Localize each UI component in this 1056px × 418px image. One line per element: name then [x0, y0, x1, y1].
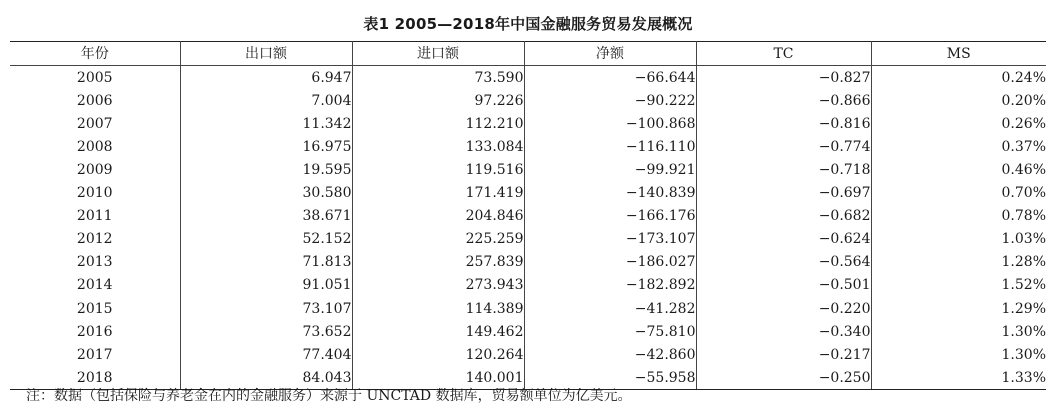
- cell-import: 119.516: [352, 158, 524, 181]
- cell-year: 2006: [10, 89, 180, 112]
- cell-tc: −0.624: [696, 228, 871, 251]
- cell-import: 171.419: [352, 182, 524, 205]
- cell-net: −100.868: [524, 112, 696, 135]
- cell-year: 2011: [10, 205, 180, 228]
- table-row: [10, 228, 1046, 251]
- cell-tc: −0.827: [696, 66, 871, 90]
- cell-tc: −0.718: [696, 158, 871, 181]
- cell-net: −41.282: [524, 297, 696, 320]
- cell-import: 114.389: [352, 297, 524, 320]
- cell-ms: 1.29%: [871, 297, 1046, 320]
- cell-year: 2013: [10, 251, 180, 274]
- table-caption: 表1 2005—2018年中国金融服务贸易发展概况: [363, 15, 693, 33]
- cell-import: 225.259: [352, 228, 524, 251]
- cell-tc: −0.564: [696, 251, 871, 274]
- column-header-export: 出口额: [180, 42, 352, 66]
- cell-import: 204.846: [352, 205, 524, 228]
- table-row: [10, 205, 1046, 228]
- cell-ms: 1.03%: [871, 228, 1046, 251]
- cell-tc: −0.697: [696, 182, 871, 205]
- cell-import: 112.210: [352, 112, 524, 135]
- table-row: [10, 320, 1046, 343]
- cell-ms: 0.78%: [871, 205, 1046, 228]
- cell-export: 6.947: [180, 66, 352, 90]
- cell-tc: −0.866: [696, 89, 871, 112]
- cell-tc: −0.220: [696, 297, 871, 320]
- cell-export: 73.652: [180, 320, 352, 343]
- cell-export: 38.671: [180, 205, 352, 228]
- table-row: [10, 343, 1046, 366]
- table-note: 注：数据（包括保险与养老金在内的金融服务）来源于 UNCTAD 数据库，贸易额单位为亿美元。: [26, 388, 632, 404]
- cell-ms: 1.30%: [871, 320, 1046, 343]
- cell-year: 2009: [10, 158, 180, 181]
- cell-ms: 1.28%: [871, 251, 1046, 274]
- cell-import: 120.264: [352, 343, 524, 366]
- cell-ms: 0.26%: [871, 112, 1046, 135]
- cell-import: 273.943: [352, 274, 524, 297]
- column-header-import: 进口额: [352, 42, 524, 66]
- cell-import: 133.084: [352, 135, 524, 158]
- table-row: [10, 297, 1046, 320]
- cell-import: 73.590: [352, 66, 524, 90]
- cell-net: −42.860: [524, 343, 696, 366]
- cell-year: 2008: [10, 135, 180, 158]
- table-row: [10, 251, 1046, 274]
- cell-export: 30.580: [180, 182, 352, 205]
- cell-net: −116.110: [524, 135, 696, 158]
- cell-tc: −0.501: [696, 274, 871, 297]
- cell-import: 149.462: [352, 320, 524, 343]
- table-row: [10, 66, 1046, 90]
- cell-ms: 0.70%: [871, 182, 1046, 205]
- cell-export: 84.043: [180, 366, 352, 390]
- cell-ms: 1.30%: [871, 343, 1046, 366]
- cell-tc: −0.250: [696, 366, 871, 390]
- cell-export: 91.051: [180, 274, 352, 297]
- cell-year: 2012: [10, 228, 180, 251]
- cell-tc: −0.774: [696, 135, 871, 158]
- cell-import: 140.001: [352, 366, 524, 390]
- cell-net: −173.107: [524, 228, 696, 251]
- cell-export: 52.152: [180, 228, 352, 251]
- table-row: [10, 135, 1046, 158]
- cell-year: 2016: [10, 320, 180, 343]
- cell-net: −75.810: [524, 320, 696, 343]
- cell-net: −140.839: [524, 182, 696, 205]
- cell-tc: −0.340: [696, 320, 871, 343]
- cell-year: 2010: [10, 182, 180, 205]
- cell-tc: −0.682: [696, 205, 871, 228]
- cell-export: 16.975: [180, 135, 352, 158]
- cell-export: 77.404: [180, 343, 352, 366]
- cell-export: 19.595: [180, 158, 352, 181]
- cell-ms: 1.33%: [871, 366, 1046, 390]
- column-header-net: 净额: [524, 42, 696, 66]
- cell-net: −182.892: [524, 274, 696, 297]
- table-row: [10, 158, 1046, 181]
- cell-year: 2014: [10, 274, 180, 297]
- cell-year: 2017: [10, 343, 180, 366]
- cell-tc: −0.816: [696, 112, 871, 135]
- cell-export: 7.004: [180, 89, 352, 112]
- cell-ms: 1.52%: [871, 274, 1046, 297]
- table-row: [10, 182, 1046, 205]
- cell-year: 2005: [10, 66, 180, 90]
- cell-ms: 0.24%: [871, 66, 1046, 90]
- column-header-year: 年份: [10, 42, 180, 66]
- cell-year: 2007: [10, 112, 180, 135]
- cell-tc: −0.217: [696, 343, 871, 366]
- cell-year: 2018: [10, 366, 180, 390]
- table-row: [10, 112, 1046, 135]
- cell-ms: 0.37%: [871, 135, 1046, 158]
- cell-import: 257.839: [352, 251, 524, 274]
- cell-ms: 0.46%: [871, 158, 1046, 181]
- cell-net: −166.176: [524, 205, 696, 228]
- cell-net: −99.921: [524, 158, 696, 181]
- cell-year: 2015: [10, 297, 180, 320]
- column-header-ms: MS: [871, 42, 1046, 66]
- cell-net: −66.644: [524, 66, 696, 90]
- cell-export: 73.107: [180, 297, 352, 320]
- cell-net: −55.958: [524, 366, 696, 390]
- cell-ms: 0.20%: [871, 89, 1046, 112]
- cell-import: 97.226: [352, 89, 524, 112]
- table-row: [10, 274, 1046, 297]
- cell-net: −90.222: [524, 89, 696, 112]
- cell-net: −186.027: [524, 251, 696, 274]
- header-row: [10, 42, 1046, 66]
- column-header-tc: TC: [696, 42, 871, 66]
- cell-export: 11.342: [180, 112, 352, 135]
- table-row: [10, 89, 1046, 112]
- trade-table: [10, 41, 1046, 390]
- cell-export: 71.813: [180, 251, 352, 274]
